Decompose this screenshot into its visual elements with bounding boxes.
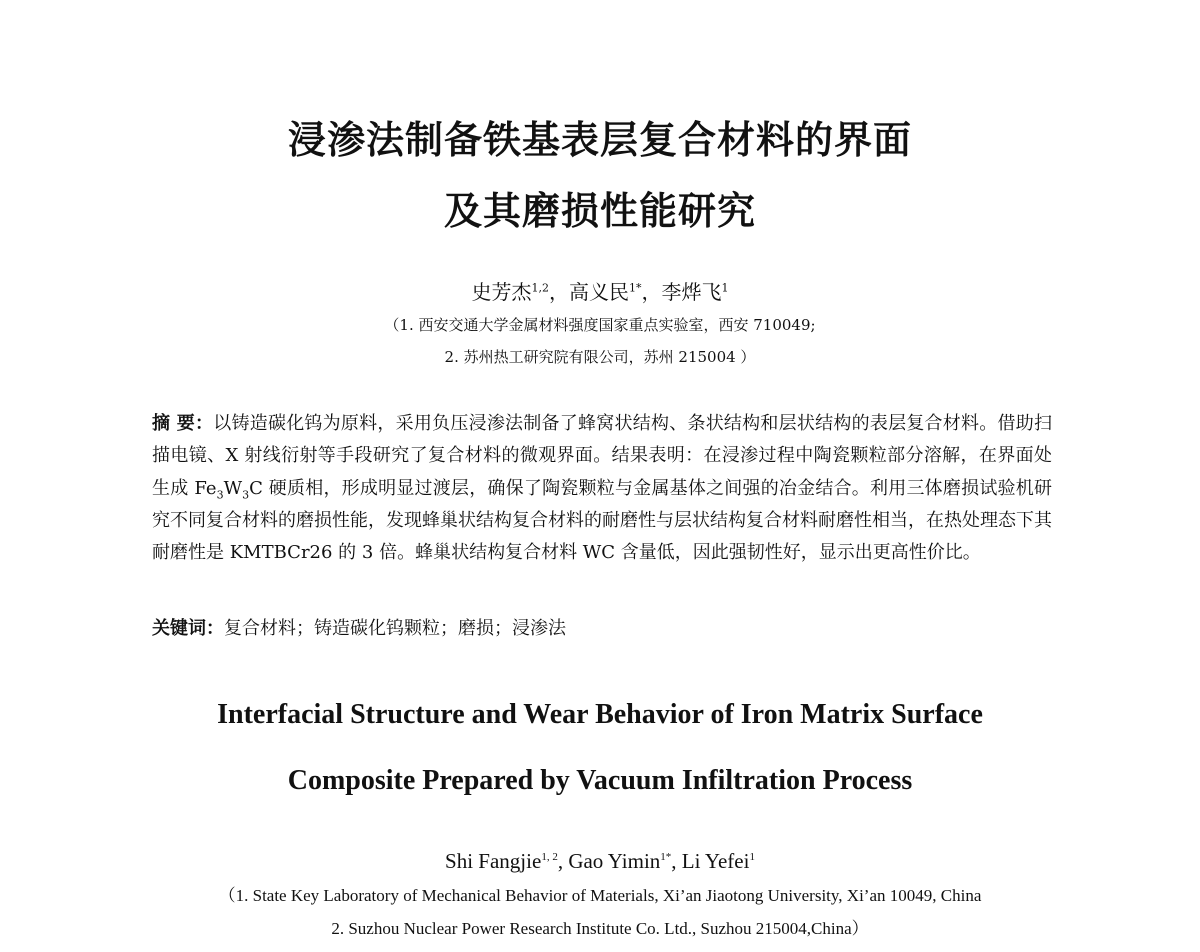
authors-en	[0, 851, 1200, 872]
formula-w-subscript: 3	[242, 488, 250, 502]
title-en-line-2: Composite Prepared by Vacuum Infiltration Process	[287, 765, 913, 796]
authors-zh	[0, 282, 1200, 302]
keywords-zh	[152, 615, 1052, 643]
author-en-1-affil: 1, 2	[541, 851, 558, 863]
author-zh-2: 高义民	[569, 280, 629, 304]
title-zh-line-2: 及其磨损性能研究	[443, 188, 756, 233]
author-en-2: Gao Yimin	[568, 849, 661, 873]
affiliation-zh-1: （1. 西安交通大学金属材料强度国家重点实验室，西安 710049;	[384, 316, 816, 334]
author-zh-1: 史芳杰	[471, 280, 532, 304]
abstract-label: 摘 要：	[152, 413, 214, 434]
author-separator: ，	[549, 280, 569, 304]
abstract-zh	[152, 408, 1052, 569]
abstract-text-part-1: 以铸造碳化钨为原料，采用负压浸渗法制备了蜂窝状结构、条状结构和层状结构的表层复合材料。借助扫描电镜、X 射线衍射等手段研究了复合材料的微观界面。结果表明：在浸渗过程中陶瓷颗粒部分溶解，在界面处生成	[152, 413, 1052, 499]
title-en-line-1: Interfacial Structure and Wear Behavior of Iron Matrix Surface	[217, 699, 983, 730]
author-en-3-affil: 1	[749, 851, 755, 863]
keywords-label: 关键词：	[152, 618, 224, 639]
keywords-text: 复合材料；铸造碳化钨颗粒；磨损；浸渗法	[224, 618, 566, 639]
affiliation-en-1: （1. State Key Laboratory of Mechanical Behavior of Materials, Xi’an Jiaotong University, Xi’an 10049, China	[218, 886, 982, 905]
author-en-1: Shi Fangjie	[445, 849, 542, 873]
author-separator: ,	[671, 849, 682, 873]
author-en-2-affil: 1*	[660, 851, 672, 863]
formula-fe: Fe	[194, 477, 217, 499]
formula-fe-subscript: 3	[216, 488, 224, 502]
affiliation-zh-2: 2. 苏州热工研究院有限公司，苏州 215004 ）	[444, 348, 756, 366]
author-separator: ，	[641, 280, 662, 304]
author-en-3: Li Yefei	[681, 849, 750, 873]
author-zh-3-affil: 1	[721, 281, 729, 295]
formula-w: W	[223, 477, 243, 499]
author-zh-3: 李烨飞	[661, 280, 722, 304]
author-separator: ,	[557, 849, 569, 873]
affiliation-en-2: 2. Suzhou Nuclear Power Research Institute Co. Ltd., Suzhou 215004,China）	[331, 919, 869, 938]
author-zh-2-affil: 1*	[629, 281, 642, 295]
title-zh-line-1: 浸渗法制备铁基表层复合材料的界面	[287, 117, 912, 162]
formula-c: C	[249, 477, 263, 499]
abstract-text-part-2: 硬质相，形成明显过渡层，确保了陶瓷颗粒与金属基体之间强的冶金结合。利用三体磨损试验机研究不同复合材料的磨损性能，发现蜂巢状结构复合材料的耐磨性与层状结构复合材料耐磨性相当，在热处理态下其耐磨性是 KMTBCr26 的 3 倍。蜂巢状结构复合材料 WC 含量低，因此强韧性好，显示出更高性价比。	[152, 477, 1052, 564]
author-zh-1-affil: 1,2	[531, 281, 549, 295]
